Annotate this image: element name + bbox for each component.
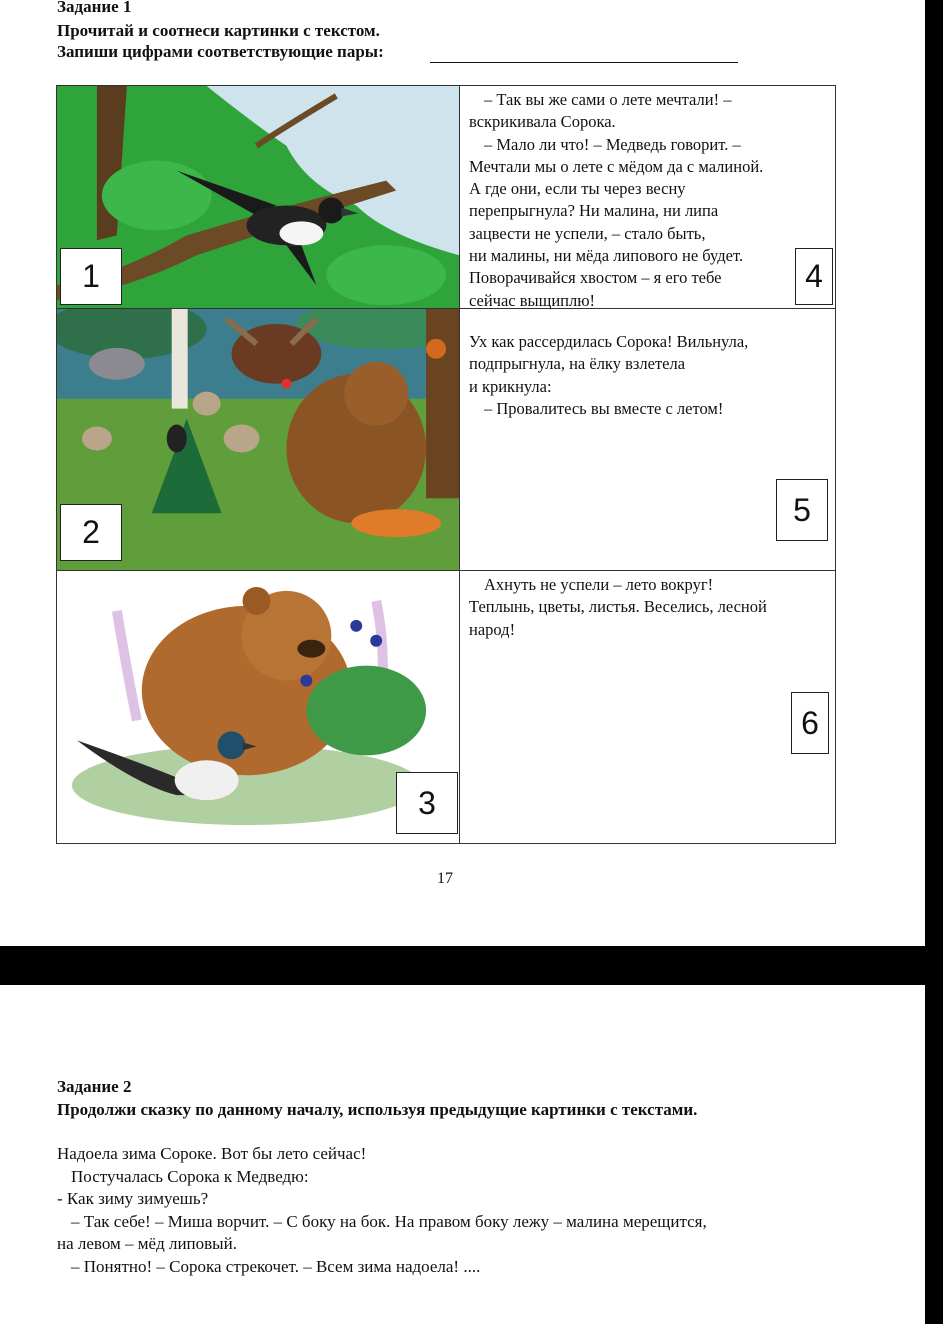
task2-title: Задание 2 (57, 1077, 132, 1096)
task1-title: Задание 1 (57, 0, 132, 16)
picture-cell-2 (57, 309, 460, 571)
text-line: – Так вы же сами о лете мечтали! – (484, 90, 732, 109)
text-line: вскрикивала Сорока. (469, 112, 616, 132)
worksheet-page-2 (0, 985, 925, 1324)
matching-table (56, 85, 836, 844)
text-line: Ахнуть не успели – лето вокруг! (484, 575, 714, 594)
text-line: подпрыгнула, на ёлку взлетела (469, 354, 686, 374)
text-line: – Понятно! – Сорока стрекочет. – Всем зима надоела! .... (71, 1256, 481, 1276)
text-number-4: 4 (795, 248, 833, 305)
picture-number-1: 1 (60, 248, 122, 305)
text-line: на левом – мёд липовый. (57, 1234, 237, 1253)
text-line: Поворачивайся хвостом – я его тебе (469, 268, 722, 288)
picture-cell-1 (57, 86, 460, 309)
story-text-5 (469, 331, 831, 420)
text-line: народ! (469, 619, 516, 639)
text-line: - Как зиму зимуешь? (57, 1189, 209, 1208)
table-row (57, 309, 836, 571)
story-beginning (57, 1143, 707, 1278)
text-line: – Провалитесь вы вместе с летом! (484, 398, 724, 418)
text-line: перепрыгнула? Ни малина, ни липа (469, 201, 719, 221)
text-cell-6 (460, 571, 836, 844)
text-line: – Так себе! – Миша ворчит. – С боку на бок. На правом боку лежу – малина мерещится, (71, 1211, 707, 1231)
page-number: 17 (437, 870, 453, 887)
text-line: – Мало ли что! – Медведь говорит. – (484, 134, 741, 154)
task1-pairs-prompt: Запиши цифрами соответствующие пары: (57, 42, 384, 61)
text-line: и крикнула: (469, 376, 552, 396)
text-line: ни малины, ни мёда липового не будет. (469, 246, 744, 266)
table-row (57, 571, 836, 844)
task1-instruction: Прочитай и соотнеси картинки с текстом. (57, 21, 380, 40)
text-line: Теплынь, цветы, листья. Веселись, лесной (469, 597, 767, 617)
text-line: Мечтали мы о лете с мёдом да с малиной. (469, 156, 764, 176)
text-line: Постучалась Сорока к Медведю: (71, 1166, 309, 1186)
text-line: Ух как рассердилась Сорока! Вильнула, (469, 332, 749, 351)
task2-instruction: Продолжи сказку по данному началу, используя предыдущие картинки с текстами. (57, 1100, 698, 1119)
text-line: Надоела зима Сороке. Вот бы лето сейчас! (57, 1144, 367, 1163)
text-line: сейчас выщиплю! (469, 290, 596, 310)
text-number-6: 6 (791, 692, 829, 754)
picture-cell-3 (57, 571, 460, 844)
story-text-6 (469, 574, 831, 641)
text-line: А где они, если ты через весну (469, 179, 686, 199)
answer-blank-line[interactable] (430, 62, 738, 63)
picture-number-2: 2 (60, 504, 122, 561)
text-cell-4 (460, 86, 836, 309)
text-line: зацвести не успели, – стало быть, (469, 223, 706, 243)
table-row (57, 86, 836, 309)
text-number-5: 5 (776, 479, 828, 541)
story-text-4 (469, 89, 831, 312)
picture-number-3: 3 (396, 772, 458, 834)
text-cell-5 (460, 309, 836, 571)
